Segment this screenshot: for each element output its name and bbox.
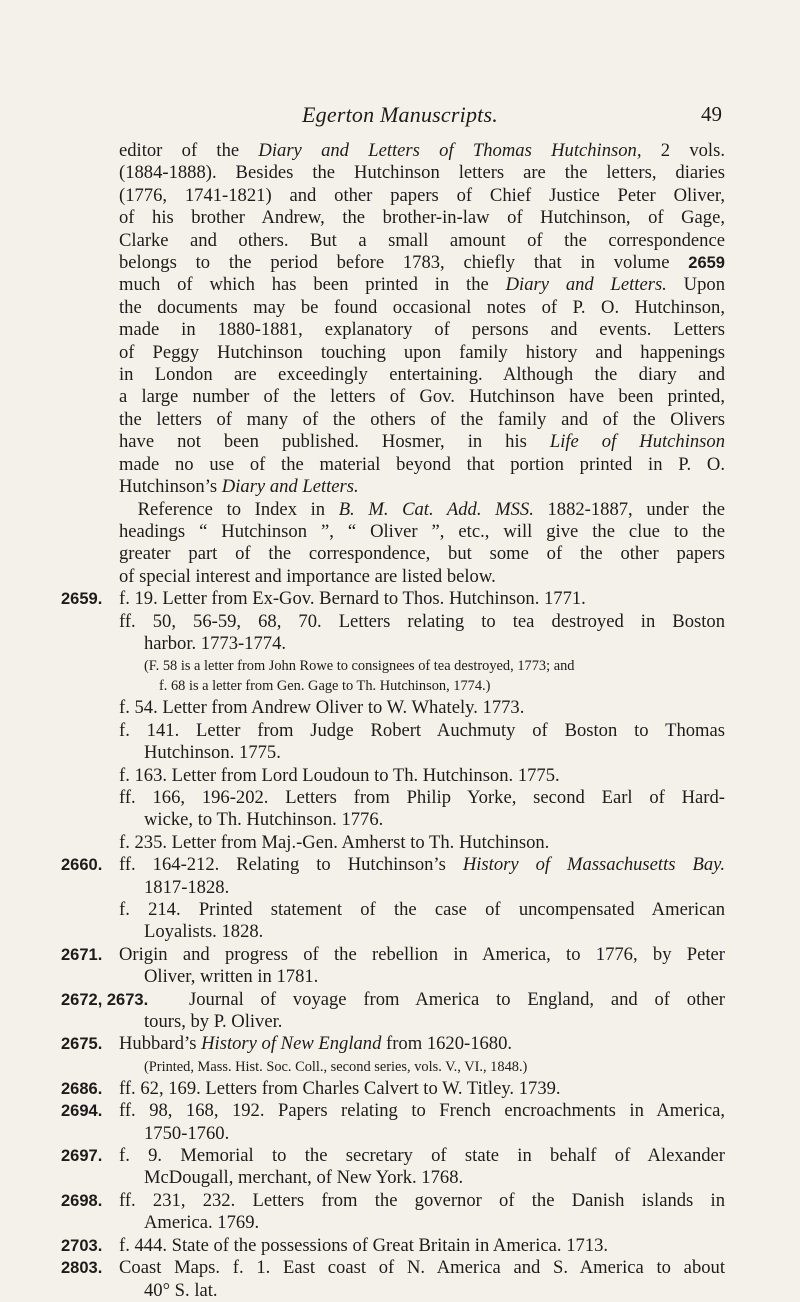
text-line: of special interest and importance are listed below.: [119, 565, 496, 587]
italic-title: Diary and Letters.: [505, 274, 667, 296]
manuscript-entry: [61, 854, 726, 944]
folio-item: [119, 1078, 725, 1100]
text-line: Oliver, written in 1781.: [144, 966, 319, 988]
manuscript-number: 2675.: [61, 1035, 103, 1054]
text-line: 1750-1760.: [144, 1122, 230, 1144]
text-line: f. 235. Letter from Maj.-Gen. Amherst to Th. Hutchinson.: [119, 831, 550, 853]
text-line: McDougall, merchant, of New York. 1768.: [144, 1167, 464, 1189]
folio-item: [119, 765, 725, 787]
italic-title: Diary and Letters.: [221, 476, 359, 498]
page-body: [61, 140, 726, 1302]
italic-title: History of Massachusetts Bay.: [462, 854, 726, 876]
manuscript-number: 2671.: [61, 945, 103, 964]
folio-item: [119, 1145, 725, 1190]
manuscript-entry: [61, 1145, 725, 1190]
text-line: greater part of the correspondence, but some of the other papers: [119, 543, 725, 565]
text-line: America. 1769.: [144, 1212, 260, 1234]
manuscript-entry: [61, 1257, 725, 1302]
italic-title: History of New England: [201, 1033, 382, 1055]
text-line: 40° S. lat.: [144, 1279, 218, 1301]
text-line: editor of the Diary and Letters of Thomas Hutchinson, 2 vols.: [119, 140, 725, 161]
manuscript-entry: [61, 1234, 725, 1257]
text-line: headings “ Hutchinson ”, “ Oliver ”, etc., will give the clue to the: [119, 520, 725, 542]
text-line: of his brother Andrew, the brother-in-law of Hutchinson, of Gage,: [119, 207, 725, 229]
folio-item: [119, 944, 725, 989]
text-line: f. 54. Letter from Andrew Oliver to W. Whately. 1773.: [119, 697, 525, 719]
folio-item: [119, 720, 725, 765]
text-line: much of which has been printed in the Diary and Letters. Upon: [119, 274, 725, 296]
intro-paragraph: [119, 140, 725, 499]
text-line: Clarke and others. But a small amount of the correspondence: [119, 229, 725, 251]
folio-item: [119, 1235, 725, 1257]
folio-item: [119, 611, 725, 656]
folio-item: [119, 832, 725, 854]
manuscript-number: 2703.: [61, 1236, 103, 1255]
text-line: Hubbard’s History of New England from 1620-1680.: [119, 1033, 513, 1055]
manuscript-entry: [61, 1077, 725, 1100]
text-line: Coast Maps. f. 1. East coast of N. America and S. America to about: [119, 1257, 725, 1279]
folio-item: [119, 989, 725, 1034]
manuscript-number: 2659.: [61, 590, 103, 609]
manuscript-number: 2698.: [61, 1191, 103, 1210]
text-line: f. 141. Letter from Judge Robert Auchmuty of Boston to Thomas: [119, 719, 725, 741]
text-line: Origin and progress of the rebellion in America, to 1776, by Peter: [119, 943, 725, 965]
folio-item: [119, 697, 725, 719]
manuscript-entry: [61, 1033, 725, 1075]
footnote: (F. 58 is a letter from John Rowe to consignees of tea destroyed, 1773; and: [144, 658, 575, 675]
folio-item: [119, 588, 725, 610]
text-line: (1884-1888). Besides the Hutchinson letters are the letters, diaries: [119, 162, 725, 184]
text-line: Hutchinson’s Diary and Letters.: [119, 476, 359, 498]
text-line: in London are exceedingly entertaining. Although the diary and: [119, 364, 725, 386]
reference-paragraph: [119, 499, 725, 589]
manuscript-entry: [61, 588, 725, 854]
folio-item: [119, 1033, 725, 1055]
manuscript-number: 2686.: [61, 1079, 103, 1098]
text-line: made no use of the material beyond that portion printed in P. O.: [119, 453, 725, 475]
text-line: of Peggy Hutchinson touching upon family history and happenings: [119, 341, 725, 363]
text-line: Journal of voyage from America to England, and of other: [189, 988, 725, 1010]
text-line: made in 1880-1881, explanatory of persons and events. Letters: [119, 319, 725, 341]
text-line: wicke, to Th. Hutchinson. 1776.: [144, 809, 384, 831]
manuscript-number: 2803.: [61, 1259, 103, 1278]
text-line: (1776, 1741-1821) and other papers of Chief Justice Peter Oliver,: [119, 184, 725, 206]
text-line: the documents may be found occasional notes of P. O. Hutchinson,: [119, 296, 725, 318]
footnote: (Printed, Mass. Hist. Soc. Coll., second series, vols. V., VI., 1848.): [144, 1058, 528, 1075]
text-line: the letters of many of the others of the family and of the Olivers: [119, 408, 725, 430]
text-line: harbor. 1773-1774.: [144, 632, 287, 654]
text-line: ff. 50, 56-59, 68, 70. Letters relating to tea destroyed in Boston: [119, 610, 725, 632]
text-line: a large number of the letters of Gov. Hutchinson have been printed,: [119, 386, 725, 408]
text-line: ff. 166, 196-202. Letters from Philip Yorke, second Earl of Hard-: [119, 786, 725, 808]
text-line: Hutchinson. 1775.: [144, 742, 281, 764]
text-line: tours, by P. Oliver.: [144, 1011, 283, 1033]
folio-item: [119, 899, 725, 944]
text-line: f. 444. State of the possessions of Great Britain in America. 1713.: [119, 1234, 609, 1256]
text-line: ff. 231, 232. Letters from the governor of the Danish islands in: [119, 1189, 725, 1211]
folio-item: [119, 1100, 725, 1145]
manuscript-entry: [61, 1100, 725, 1145]
manuscript-entry: [61, 988, 725, 1034]
text-line: ff. 62, 169. Letters from Charles Calvert to W. Titley. 1739.: [119, 1077, 561, 1099]
folio-item: [119, 854, 725, 899]
footnote: f. 68 is a letter from Gen. Gage to Th. Hutchinson, 1774.): [159, 678, 491, 695]
text-line: ff. 98, 168, 192. Papers relating to French encroachments in America,: [119, 1100, 725, 1122]
text-line: f. 19. Letter from Ex-Gov. Bernard to Thos. Hutchinson. 1771.: [119, 588, 586, 610]
text-line: f. 9. Memorial to the secretary of state in behalf of Alexander: [119, 1145, 725, 1167]
text-line: Loyalists. 1828.: [144, 921, 264, 943]
text-line: f. 163. Letter from Lord Loudoun to Th. Hutchinson. 1775.: [119, 764, 560, 786]
folio-item: [119, 1190, 725, 1235]
manuscript-entries: [61, 588, 726, 1302]
manuscript-number: 2694.: [61, 1102, 103, 1121]
page-number: 49: [701, 102, 722, 126]
text-line: f. 214. Printed statement of the case of uncompensated American: [119, 899, 725, 920]
manuscript-number: 2697.: [61, 1147, 103, 1166]
text-line: have not been published. Hosmer, in his Life of Hutchinson: [119, 431, 726, 453]
italic-title: Diary and Letters of Thomas Hutchinson,: [258, 140, 642, 161]
folio-item: [119, 1257, 725, 1302]
text-line: ff. 164-212. Relating to Hutchinson’s History of Massachusetts Bay.: [119, 854, 726, 876]
text-line: 1817-1828.: [144, 876, 230, 898]
volume-number: 2659: [688, 254, 725, 273]
manuscript-number: 2660.: [61, 856, 103, 875]
running-title: Egerton Manuscripts.: [302, 102, 498, 127]
folio-item: [119, 787, 725, 832]
italic-title: Life of Hutchinson: [549, 431, 726, 453]
text-line: Reference to Index in B. M. Cat. Add. MSS. 1882-1887, under the: [119, 498, 725, 520]
page-header: [0, 98, 800, 132]
italic-title: B. M. Cat. Add. MSS.: [338, 498, 534, 520]
text-line: belongs to the period before 1783, chiefly that in volume 2659: [119, 252, 725, 274]
manuscript-entry: [61, 1189, 725, 1235]
manuscript-number: 2672, 2673.: [61, 990, 149, 1009]
manuscript-entry: [61, 943, 725, 989]
